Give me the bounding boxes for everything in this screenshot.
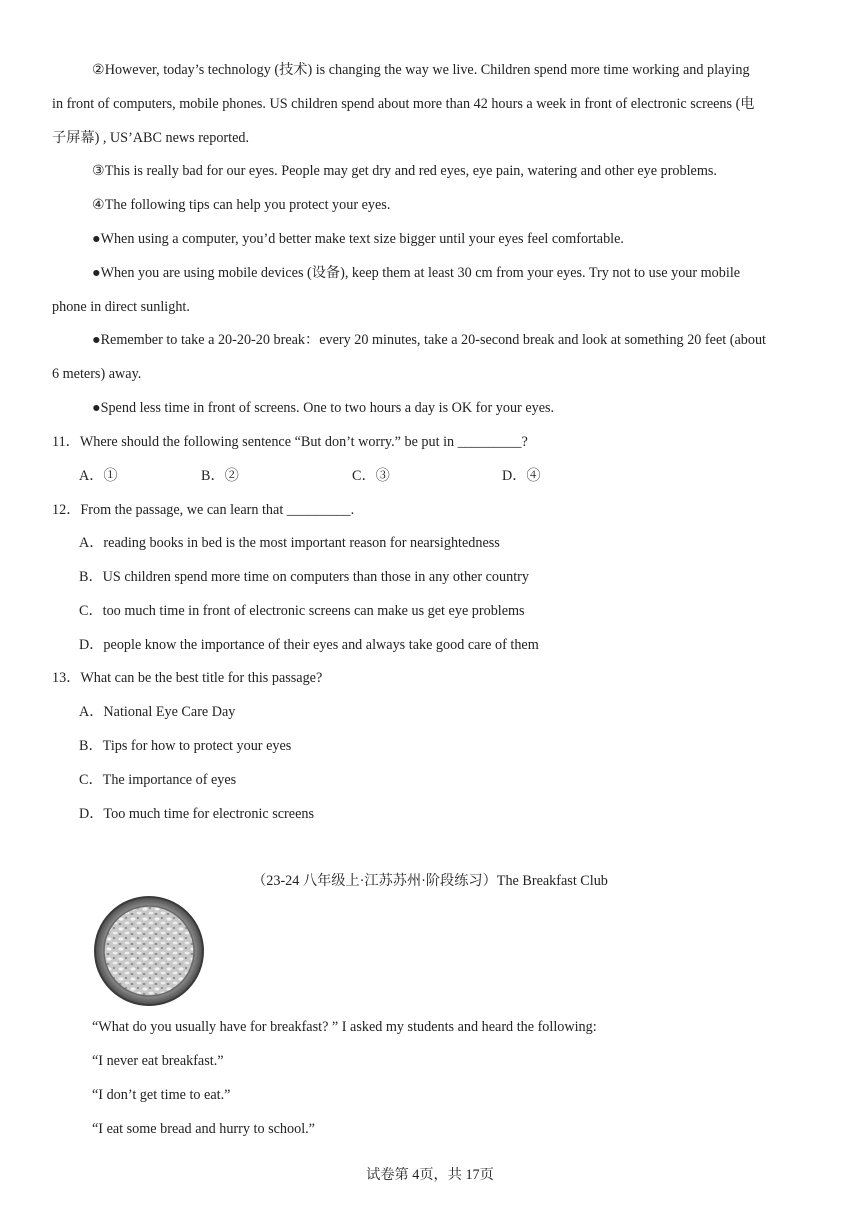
option-a: A．National Eye Care Day — [79, 704, 236, 720]
paragraph-line: “What do you usually have for breakfast? ” I asked my students and heard the following: — [92, 1019, 597, 1035]
option-d: D．Too much time for electronic screens — [79, 806, 314, 822]
option-b: B．Tips for how to protect your eyes — [79, 738, 292, 754]
cereal-bowl-image — [94, 896, 204, 1006]
paragraph-2-line-2: in front of computers, mobile phones. US children spend about more than 42 hours a week in front of electronic screens (电 — [52, 96, 755, 112]
question-stem: 12．From the passage, we can learn that _________. — [52, 502, 355, 518]
page-footer: 试卷第 4页，共 17页 — [366, 1167, 494, 1183]
tip-2-line-2: phone in direct sunlight. — [52, 299, 190, 315]
paragraph-3: ③This is really bad for our eyes. People may get dry and red eyes, eye pain, watering and other eye problems. — [92, 163, 717, 179]
paragraph-line: “I eat some bread and hurry to school.” — [92, 1121, 315, 1137]
option-a: A．① — [79, 468, 118, 484]
option-b: B．US children spend more time on computers than those in any other country — [79, 569, 529, 585]
paragraph-line: “I don’t get time to eat.” — [92, 1087, 231, 1103]
question-stem: 11．Where should the following sentence “But don’t worry.” be put in _________? — [52, 434, 528, 450]
option-d: D．people know the importance of their eyes and always take good care of them — [79, 637, 539, 653]
option-row — [79, 466, 679, 486]
section-title: （23-24 八年级上·江苏苏州·阶段练习）The Breakfast Club — [252, 873, 608, 889]
question-stem: 13．What can be the best title for this passage? — [52, 670, 323, 686]
paragraph-4: ④The following tips can help you protect your eyes. — [92, 197, 391, 213]
paragraph-2-line-1: ②However, today’s technology (技术) is changing the way we live. Children spend more time working and playing — [92, 62, 750, 78]
tip-3-line-1: ●Remember to take a 20-20-20 break：every 20 minutes, take a 20-second break and look at something 20 feet (about — [92, 332, 766, 348]
option-d: D．④ — [502, 468, 541, 484]
option-c: C．③ — [352, 468, 390, 484]
option-a: A．reading books in bed is the most important reason for nearsightedness — [79, 535, 500, 551]
paragraph-line: “I never eat breakfast.” — [92, 1053, 224, 1069]
tip-1: ●When using a computer, you’d better make text size bigger until your eyes feel comfortable. — [92, 231, 624, 247]
tip-3-line-2: 6 meters) away. — [52, 366, 142, 382]
paragraph-2-line-3: 子屏幕) , US’ABC news reported. — [52, 130, 250, 146]
tip-2-line-1: ●When you are using mobile devices (设备), keep them at least 30 cm from your eyes. Try not to use your mobile — [92, 265, 741, 281]
tip-4: ●Spend less time in front of screens. One to two hours a day is OK for your eyes. — [92, 400, 555, 416]
option-c: C．too much time in front of electronic screens can make us get eye problems — [79, 603, 525, 619]
option-c: C．The importance of eyes — [79, 772, 237, 788]
option-b: B．② — [201, 468, 239, 484]
